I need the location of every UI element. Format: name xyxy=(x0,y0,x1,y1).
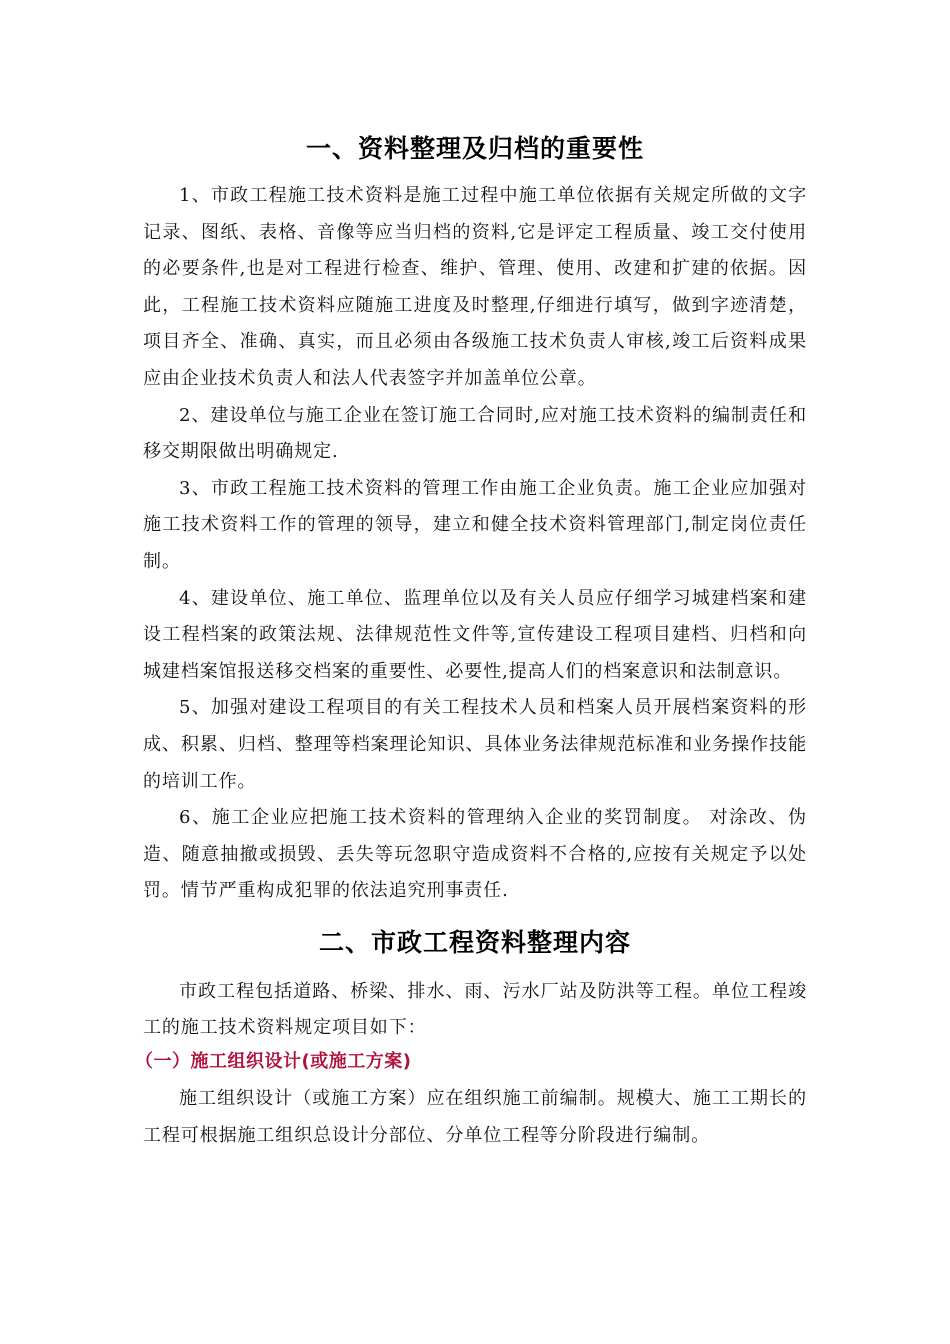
section-title-importance: 一、资料整理及归档的重要性 xyxy=(305,134,644,163)
section2-intro-paragraph: 市政工程包括道路、桥梁、排水、雨、污水厂站及防洪等工程。单位工程竣工的施工技术资料规定项目如下： xyxy=(143,980,807,1039)
subsection-heading-construction-design: （一）施工组织设计(或施工方案) xyxy=(135,1051,412,1073)
subsection-paragraph-construction-design: 施工组织设计（或施工方案）应在组织施工前编制。规模大、施工工期长的工程可根据施工组织总设计分部位、分单位工程等分阶段进行编制。 xyxy=(143,1088,807,1146)
paragraph-item-5: 5、加强对建设工程项目的有关工程技术人员和档案人员开展档案资料的形成、积累、归档、整理等档案理论知识、具体业务法律规范标准和业务操作技能的培训工作。 xyxy=(143,697,807,792)
paragraph-item-6: 6、施工企业应把施工技术资料的管理纳入企业的奖罚制度。 对涂改、伪造、随意抽撤或损毁、丢失等玩忽职守造成资料不合格的,应按有关规定予以处罚。情节严重构成犯罪的依法追究刑事责任. xyxy=(143,807,807,902)
paragraph-item-2: 2、建设单位与施工企业在签订施工合同时,应对施工技术资料的编制责任和移交期限做出明确规定. xyxy=(143,404,807,463)
paragraph-item-3: 3、市政工程施工技术资料的管理工作由施工企业负责。施工企业应加强对施工技术资料工作的管理的领导，建立和健全技术资料管理部门,制定岗位责任制。 xyxy=(143,477,807,572)
paragraph-item-1: 1、市政工程施工技术资料是施工过程中施工单位依据有关规定所做的文字记录、图纸、表格、音像等应当归档的资料,它是评定工程质量、竣工交付使用的必要条件,也是对工程进行检查、维护、管理、使用、改建和扩建的依据。因此，工程施工技术资料应随施工进度及时整理,仔细进行填写，做到字迹清楚，项目齐全、准确、真实，而且必须由各级施工技术负责人审核,竣工后资料成果应由企业技术负责人和法人代表签字并加盖单位公章。 xyxy=(143,185,807,389)
paragraph-item-4: 4、建设单位、施工单位、监理单位以及有关人员应仔细学习城建档案和建设工程档案的政策法规、法律规范性文件等,宣传建设工程项目建档、归档和向城建档案馆报送移交档案的重要性、必要性,提高人们的档案意识和法制意识。 xyxy=(143,587,807,682)
document-content xyxy=(135,126,807,1154)
section-title-content: 二、市政工程资料整理内容 xyxy=(318,927,631,957)
